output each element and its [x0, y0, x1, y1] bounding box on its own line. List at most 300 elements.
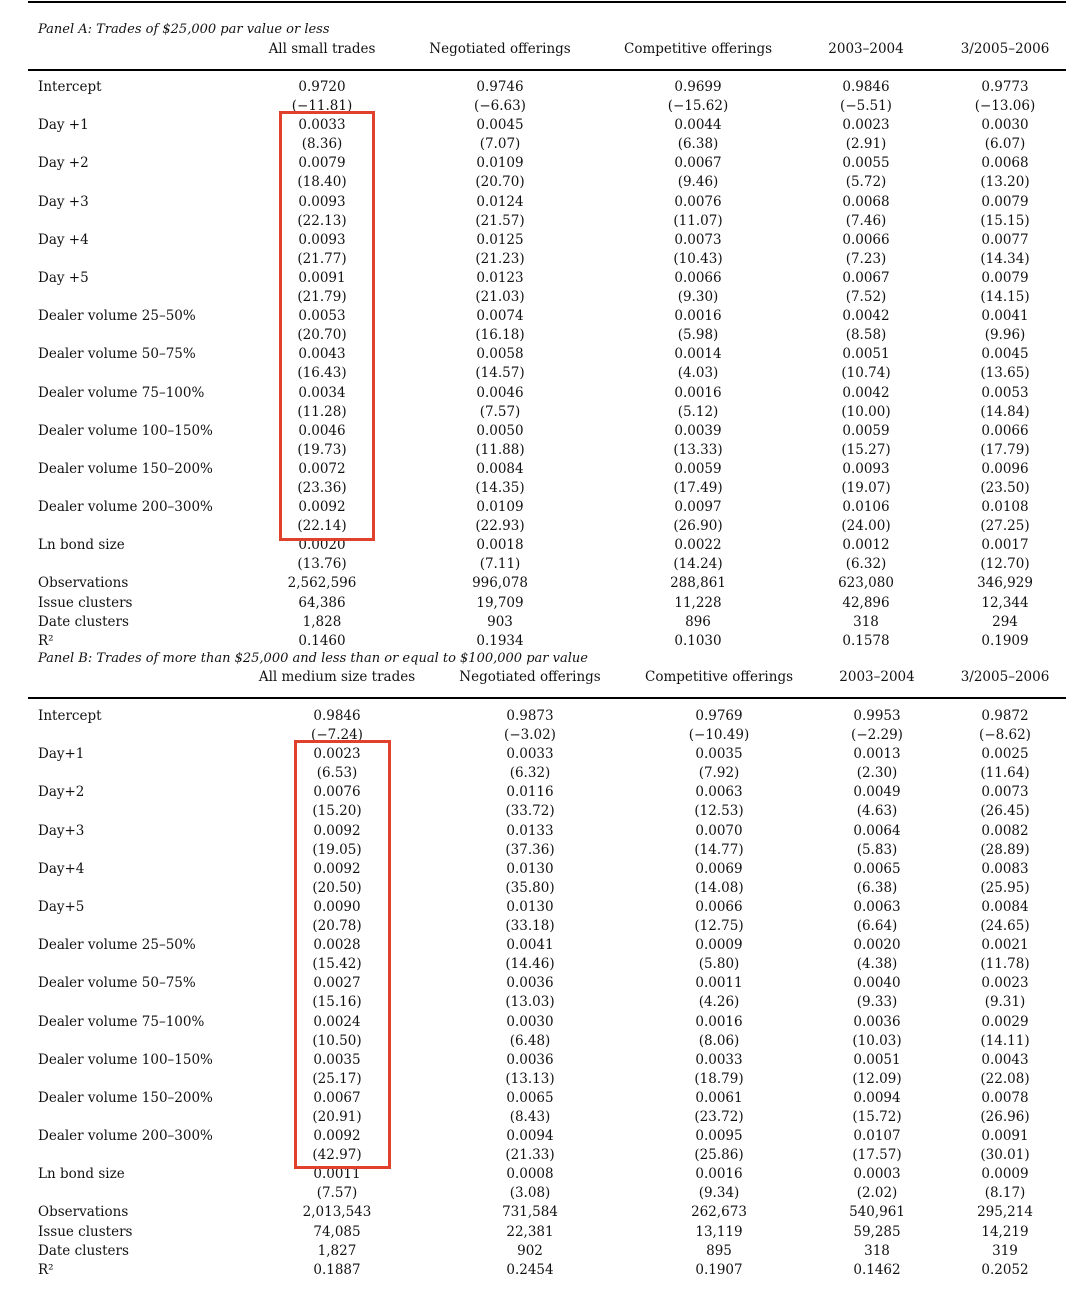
- table-cell: 0.0130: [506, 860, 554, 877]
- row-label: Day +1: [38, 117, 89, 134]
- table-cell: (21.77): [297, 250, 347, 267]
- table-cell: (37.36): [505, 841, 555, 858]
- table-row: [0, 193, 1080, 212]
- table-row: [0, 460, 1080, 479]
- column-header: Competitive offerings: [644, 669, 794, 685]
- table-cell: (13.33): [673, 441, 723, 458]
- table-cell: (23.50): [980, 479, 1030, 496]
- table-cell: (22.14): [297, 518, 347, 535]
- table-cell: (15.15): [980, 212, 1030, 229]
- table-cell: 0.0067: [842, 269, 890, 286]
- table-cell: 0.0097: [674, 499, 722, 516]
- table-cell: 895: [706, 1242, 732, 1259]
- table-row: [0, 1013, 1080, 1032]
- table-cell: (5.83): [856, 841, 898, 858]
- table-cell: 0.0066: [981, 422, 1029, 439]
- table-cell: (18.79): [694, 1070, 744, 1087]
- table-cell: 0.0078: [981, 1089, 1029, 1106]
- table-cell: (−3.02): [504, 727, 556, 744]
- table-cell: (6.32): [509, 765, 551, 782]
- table-cell: 0.0092: [313, 860, 361, 877]
- table-cell: (14.15): [980, 289, 1030, 306]
- row-label: Day+1: [38, 746, 85, 763]
- table-row: [0, 1070, 1080, 1089]
- table-cell: 346,929: [977, 575, 1033, 592]
- table-cell: 0.0016: [674, 384, 722, 401]
- table-cell: (11.07): [673, 212, 723, 229]
- table-row: [0, 498, 1080, 517]
- table-row: [0, 250, 1080, 269]
- table-cell: 0.0084: [476, 460, 524, 477]
- row-label: Date clusters: [38, 1242, 129, 1259]
- table-cell: 902: [517, 1242, 543, 1259]
- table-cell: (9.33): [856, 994, 898, 1011]
- table-cell: (4.03): [677, 365, 719, 382]
- table-cell: 0.9773: [981, 79, 1029, 95]
- table-cell: (42.97): [312, 1147, 362, 1164]
- table-cell: 0.0023: [313, 746, 361, 763]
- table-cell: (21.57): [475, 212, 525, 229]
- table-cell: (24.65): [980, 918, 1030, 935]
- table-cell: (11.78): [980, 956, 1030, 973]
- column-header: Competitive offerings: [623, 41, 773, 57]
- table-cell: 0.0116: [506, 784, 554, 801]
- table-cell: 1,828: [302, 613, 342, 630]
- table-cell: (7.92): [698, 765, 740, 782]
- table-cell: 0.0036: [853, 1013, 901, 1030]
- table-cell: 0.0053: [298, 308, 346, 325]
- table-row: [0, 536, 1080, 555]
- table-row: [0, 1203, 1080, 1222]
- table-cell: 0.9699: [674, 79, 722, 95]
- table-cell: (6.38): [856, 879, 898, 896]
- table-cell: 0.0041: [981, 308, 1029, 325]
- table-row: [0, 288, 1080, 307]
- table-cell: 0.2052: [981, 1261, 1029, 1278]
- table-cell: (2.30): [856, 765, 898, 782]
- table-cell: 0.0046: [298, 422, 346, 439]
- table-cell: 0.0094: [506, 1128, 554, 1145]
- table-cell: (−6.63): [474, 98, 526, 115]
- table-cell: (−8.62): [979, 727, 1031, 744]
- table-cell: 12,344: [981, 594, 1029, 611]
- table-cell: 0.0018: [476, 537, 524, 554]
- table-row: [0, 1127, 1080, 1146]
- table-cell: (16.43): [297, 365, 347, 382]
- table-cell: (9.34): [698, 1185, 740, 1202]
- row-label: Issue clusters: [38, 1223, 133, 1240]
- table-cell: (19.73): [297, 441, 347, 458]
- table-cell: (9.96): [984, 327, 1026, 344]
- table-cell: (12.09): [852, 1070, 902, 1087]
- table-cell: (19.05): [312, 841, 362, 858]
- table-cell: 0.0016: [674, 308, 722, 325]
- table-cell: 0.0021: [981, 937, 1029, 954]
- row-label: Dealer volume 200–300%: [38, 1128, 213, 1145]
- table-cell: (−15.62): [667, 98, 729, 115]
- table-cell: 0.0074: [476, 308, 524, 325]
- table-cell: 0.0108: [981, 499, 1029, 516]
- table-cell: (14.77): [694, 841, 744, 858]
- column-header: All medium size trades: [258, 669, 416, 685]
- table-cell: 0.0044: [674, 117, 722, 134]
- table-cell: 0.0083: [981, 860, 1029, 877]
- table-cell: (−5.51): [840, 98, 892, 115]
- table-cell: (5.72): [845, 174, 887, 191]
- table-row: [0, 422, 1080, 441]
- table-cell: 0.0076: [674, 193, 722, 210]
- table-cell: (8.36): [301, 136, 343, 153]
- table-row: [0, 403, 1080, 422]
- table-cell: 0.0023: [981, 975, 1029, 992]
- table-cell: 0.0009: [695, 937, 743, 954]
- table-cell: (11.88): [475, 441, 525, 458]
- table-row: [0, 364, 1080, 383]
- table-cell: (6.07): [984, 136, 1026, 153]
- table-cell: (7.46): [845, 212, 887, 229]
- row-label: Day+4: [38, 860, 85, 877]
- table-cell: (7.57): [479, 403, 521, 420]
- table-cell: 0.0068: [981, 155, 1029, 172]
- table-row: [0, 1261, 1080, 1280]
- table-row: [0, 135, 1080, 154]
- table-cell: 0.0042: [842, 308, 890, 325]
- table-cell: 0.0124: [476, 193, 524, 210]
- table-row: [0, 993, 1080, 1012]
- table-row: [0, 707, 1080, 726]
- table-cell: (30.01): [980, 1147, 1030, 1164]
- table-cell: 0.0069: [695, 860, 743, 877]
- table-cell: (22.08): [980, 1070, 1030, 1087]
- table-cell: 0.0017: [981, 537, 1029, 554]
- table-row: [0, 974, 1080, 993]
- panel-a-header: [0, 41, 1080, 61]
- table-cell: (20.70): [475, 174, 525, 191]
- table-cell: (15.16): [312, 994, 362, 1011]
- table-row: [0, 1242, 1080, 1261]
- table-cell: 0.9846: [313, 708, 361, 724]
- table-row: [0, 936, 1080, 955]
- table-row: [0, 441, 1080, 460]
- table-cell: 0.0009: [981, 1166, 1029, 1183]
- table-cell: (26.90): [673, 518, 723, 535]
- table-cell: (9.46): [677, 174, 719, 191]
- table-cell: (20.78): [312, 918, 362, 935]
- row-label: Intercept: [38, 79, 102, 95]
- table-cell: 0.1462: [853, 1261, 901, 1278]
- table-cell: 294: [992, 613, 1018, 630]
- table-cell: 0.9872: [981, 708, 1029, 724]
- table-cell: (23.72): [694, 1108, 744, 1125]
- table-cell: 0.0093: [842, 460, 890, 477]
- table-cell: 0.0059: [674, 460, 722, 477]
- table-cell: 0.1030: [674, 632, 722, 649]
- table-cell: (9.31): [984, 994, 1026, 1011]
- table-cell: 0.0109: [476, 155, 524, 172]
- table-cell: (6.48): [509, 1032, 551, 1049]
- table-cell: 0.0053: [981, 384, 1029, 401]
- table-cell: (4.63): [856, 803, 898, 820]
- row-label: Dealer volume 200–300%: [38, 499, 213, 516]
- table-cell: 0.0063: [695, 784, 743, 801]
- table-cell: (21.33): [505, 1147, 555, 1164]
- row-label: Dealer volume 25–50%: [38, 308, 196, 325]
- table-cell: 731,584: [502, 1204, 558, 1221]
- table-cell: (14.46): [505, 956, 555, 973]
- table-cell: (12.53): [694, 803, 744, 820]
- table-cell: 0.0043: [298, 346, 346, 363]
- table-cell: (20.70): [297, 327, 347, 344]
- table-cell: 0.0011: [695, 975, 743, 992]
- table-cell: (14.35): [475, 479, 525, 496]
- table-cell: (23.36): [297, 479, 347, 496]
- table-row: [0, 326, 1080, 345]
- table-cell: 0.0067: [674, 155, 722, 172]
- table-cell: (13.13): [505, 1070, 555, 1087]
- table-cell: (15.42): [312, 956, 362, 973]
- table-row: [0, 555, 1080, 574]
- table-cell: 0.0029: [981, 1013, 1029, 1030]
- table-cell: 288,861: [670, 575, 726, 592]
- table-cell: 42,896: [842, 594, 890, 611]
- table-row: [0, 1223, 1080, 1242]
- row-label: Dealer volume 50–75%: [38, 975, 196, 992]
- table-cell: 13,119: [695, 1223, 743, 1240]
- table-row: [0, 955, 1080, 974]
- table-cell: 0.0092: [313, 1128, 361, 1145]
- table-cell: (−2.29): [851, 727, 903, 744]
- table-cell: 0.0013: [853, 746, 901, 763]
- row-label: R²: [38, 1261, 54, 1278]
- table-cell: (21.03): [475, 289, 525, 306]
- row-label: Date clusters: [38, 613, 129, 630]
- table-cell: (6.53): [316, 765, 358, 782]
- row-label: Dealer volume 100–150%: [38, 422, 213, 439]
- row-label: Dealer volume 100–150%: [38, 1051, 213, 1068]
- table-cell: 896: [685, 613, 711, 630]
- column-header: 3/2005–2006: [960, 41, 1050, 57]
- table-row: [0, 764, 1080, 783]
- highlight-box: [294, 740, 391, 1169]
- table-cell: 0.0045: [476, 117, 524, 134]
- table-cell: (6.32): [845, 556, 887, 573]
- column-header: All small trades: [268, 41, 376, 57]
- table-cell: (7.11): [479, 556, 521, 573]
- table-top-rule: [28, 1, 1066, 3]
- table-cell: 0.0014: [674, 346, 722, 363]
- table-row: [0, 97, 1080, 116]
- table-cell: 0.0036: [506, 975, 554, 992]
- table-cell: (12.70): [980, 556, 1030, 573]
- table-cell: 0.0027: [313, 975, 361, 992]
- table-cell: 0.0055: [842, 155, 890, 172]
- table-cell: (33.18): [505, 918, 555, 935]
- table-cell: (24.00): [841, 518, 891, 535]
- table-cell: 0.1887: [313, 1261, 361, 1278]
- table-cell: 0.9873: [506, 708, 554, 724]
- row-label: Observations: [38, 575, 129, 592]
- table-cell: 0.0025: [981, 746, 1029, 763]
- table-cell: (26.45): [980, 803, 1030, 820]
- table-cell: 0.0073: [674, 231, 722, 248]
- table-cell: 2,013,543: [302, 1204, 372, 1221]
- table-cell: (11.28): [297, 403, 347, 420]
- table-cell: 0.0022: [674, 537, 722, 554]
- table-cell: 0.0076: [313, 784, 361, 801]
- panel-a-header-rule: [28, 69, 1066, 71]
- table-cell: 623,080: [838, 575, 894, 592]
- table-cell: 0.0109: [476, 499, 524, 516]
- table-cell: 0.0040: [853, 975, 901, 992]
- table-row: [0, 517, 1080, 536]
- panel-b-header-rule: [28, 697, 1066, 699]
- table-cell: 0.0091: [298, 269, 346, 286]
- table-cell: (19.07): [841, 479, 891, 496]
- table-cell: 74,085: [313, 1223, 361, 1240]
- table-cell: 0.0033: [298, 117, 346, 134]
- table-cell: (16.18): [475, 327, 525, 344]
- table-cell: 0.0051: [853, 1051, 901, 1068]
- row-label: Issue clusters: [38, 594, 133, 611]
- table-cell: (25.95): [980, 879, 1030, 896]
- table-row: [0, 78, 1080, 97]
- table-cell: 319: [992, 1242, 1018, 1259]
- table-cell: (4.38): [856, 956, 898, 973]
- table-cell: 0.0130: [506, 898, 554, 915]
- column-header: Negotiated offerings: [429, 41, 571, 57]
- panel-a-title: Panel A: Trades of $25,000 par value or less: [38, 22, 330, 37]
- table-cell: 0.0043: [981, 1051, 1029, 1068]
- table-row: [0, 574, 1080, 593]
- table-cell: (7.07): [479, 136, 521, 153]
- table-row: [0, 745, 1080, 764]
- row-label: R²: [38, 632, 54, 649]
- table-cell: 0.0091: [981, 1128, 1029, 1145]
- panel-a-rows: [0, 78, 1080, 651]
- table-cell: (15.27): [841, 441, 891, 458]
- table-cell: (13.03): [505, 994, 555, 1011]
- table-cell: 14,219: [981, 1223, 1029, 1240]
- table-cell: (12.75): [694, 918, 744, 935]
- table-cell: 0.0020: [853, 937, 901, 954]
- table-row: [0, 1032, 1080, 1051]
- row-label: Dealer volume 25–50%: [38, 937, 196, 954]
- column-header: 3/2005–2006: [960, 669, 1050, 685]
- table-cell: 0.0033: [695, 1051, 743, 1068]
- table-cell: 0.0090: [313, 898, 361, 915]
- column-header: 2003–2004: [828, 41, 904, 57]
- table-cell: 0.0065: [853, 860, 901, 877]
- table-cell: (22.13): [297, 212, 347, 229]
- table-cell: 0.1934: [476, 632, 524, 649]
- table-row: [0, 860, 1080, 879]
- table-row: [0, 726, 1080, 745]
- table-cell: (−7.24): [311, 727, 363, 744]
- table-cell: 0.0046: [476, 384, 524, 401]
- table-row: [0, 384, 1080, 403]
- table-cell: 0.0093: [298, 231, 346, 248]
- table-cell: 0.0041: [506, 937, 554, 954]
- table-row: [0, 594, 1080, 613]
- table-cell: (5.98): [677, 327, 719, 344]
- table-cell: (15.20): [312, 803, 362, 820]
- table-cell: 0.0079: [298, 155, 346, 172]
- table-cell: 0.1909: [981, 632, 1029, 649]
- row-label: Dealer volume 50–75%: [38, 346, 196, 363]
- table-cell: 11,228: [674, 594, 722, 611]
- table-cell: (11.64): [980, 765, 1030, 782]
- table-cell: 0.0051: [842, 346, 890, 363]
- table-cell: (6.64): [856, 918, 898, 935]
- table-row: [0, 116, 1080, 135]
- row-label: Dealer volume 75–100%: [38, 384, 205, 401]
- row-label: Day+3: [38, 822, 85, 839]
- table-cell: 2,562,596: [287, 575, 357, 592]
- table-cell: 318: [864, 1242, 890, 1259]
- table-cell: (8.58): [845, 327, 887, 344]
- table-row: [0, 632, 1080, 651]
- table-cell: 22,381: [506, 1223, 554, 1240]
- table-cell: 0.0035: [695, 746, 743, 763]
- table-row: [0, 212, 1080, 231]
- table-cell: 318: [853, 613, 879, 630]
- table-row: [0, 1089, 1080, 1108]
- row-label: Day+5: [38, 898, 85, 915]
- table-cell: 0.0065: [506, 1089, 554, 1106]
- table-cell: (17.49): [673, 479, 723, 496]
- table-cell: (8.06): [698, 1032, 740, 1049]
- table-cell: 0.0092: [298, 499, 346, 516]
- table-cell: (3.08): [509, 1185, 551, 1202]
- table-row: [0, 917, 1080, 936]
- table-cell: 0.0030: [506, 1013, 554, 1030]
- table-cell: 0.0011: [313, 1166, 361, 1183]
- table-cell: 0.0036: [506, 1051, 554, 1068]
- table-cell: 1,827: [317, 1242, 357, 1259]
- row-label: Dealer volume 150–200%: [38, 1089, 213, 1106]
- row-label: Ln bond size: [38, 537, 125, 554]
- table-cell: 0.0028: [313, 937, 361, 954]
- table-cell: 0.0107: [853, 1128, 901, 1145]
- table-row: [0, 1108, 1080, 1127]
- table-cell: 0.0016: [695, 1013, 743, 1030]
- table-cell: 0.1460: [298, 632, 346, 649]
- row-label: Observations: [38, 1204, 129, 1221]
- table-cell: (10.74): [841, 365, 891, 382]
- table-cell: (20.91): [312, 1108, 362, 1125]
- table-cell: 0.9720: [298, 79, 346, 95]
- table-cell: (10.50): [312, 1032, 362, 1049]
- table-cell: 0.0095: [695, 1128, 743, 1145]
- table-cell: (−13.06): [974, 98, 1036, 115]
- table-cell: 0.0023: [842, 117, 890, 134]
- table-cell: (−10.49): [688, 727, 750, 744]
- table-cell: (10.00): [841, 403, 891, 420]
- table-cell: (17.79): [980, 441, 1030, 458]
- table-cell: (8.17): [984, 1185, 1026, 1202]
- table-cell: 0.0079: [981, 269, 1029, 286]
- table-cell: 0.0096: [981, 460, 1029, 477]
- table-row: [0, 307, 1080, 326]
- table-cell: (13.20): [980, 174, 1030, 191]
- table-cell: 0.0016: [695, 1166, 743, 1183]
- table-cell: 0.0106: [842, 499, 890, 516]
- table-cell: 0.1578: [842, 632, 890, 649]
- table-cell: (28.89): [980, 841, 1030, 858]
- table-cell: 0.0059: [842, 422, 890, 439]
- panel-b-rows: [0, 707, 1080, 1280]
- column-header: 2003–2004: [839, 669, 915, 685]
